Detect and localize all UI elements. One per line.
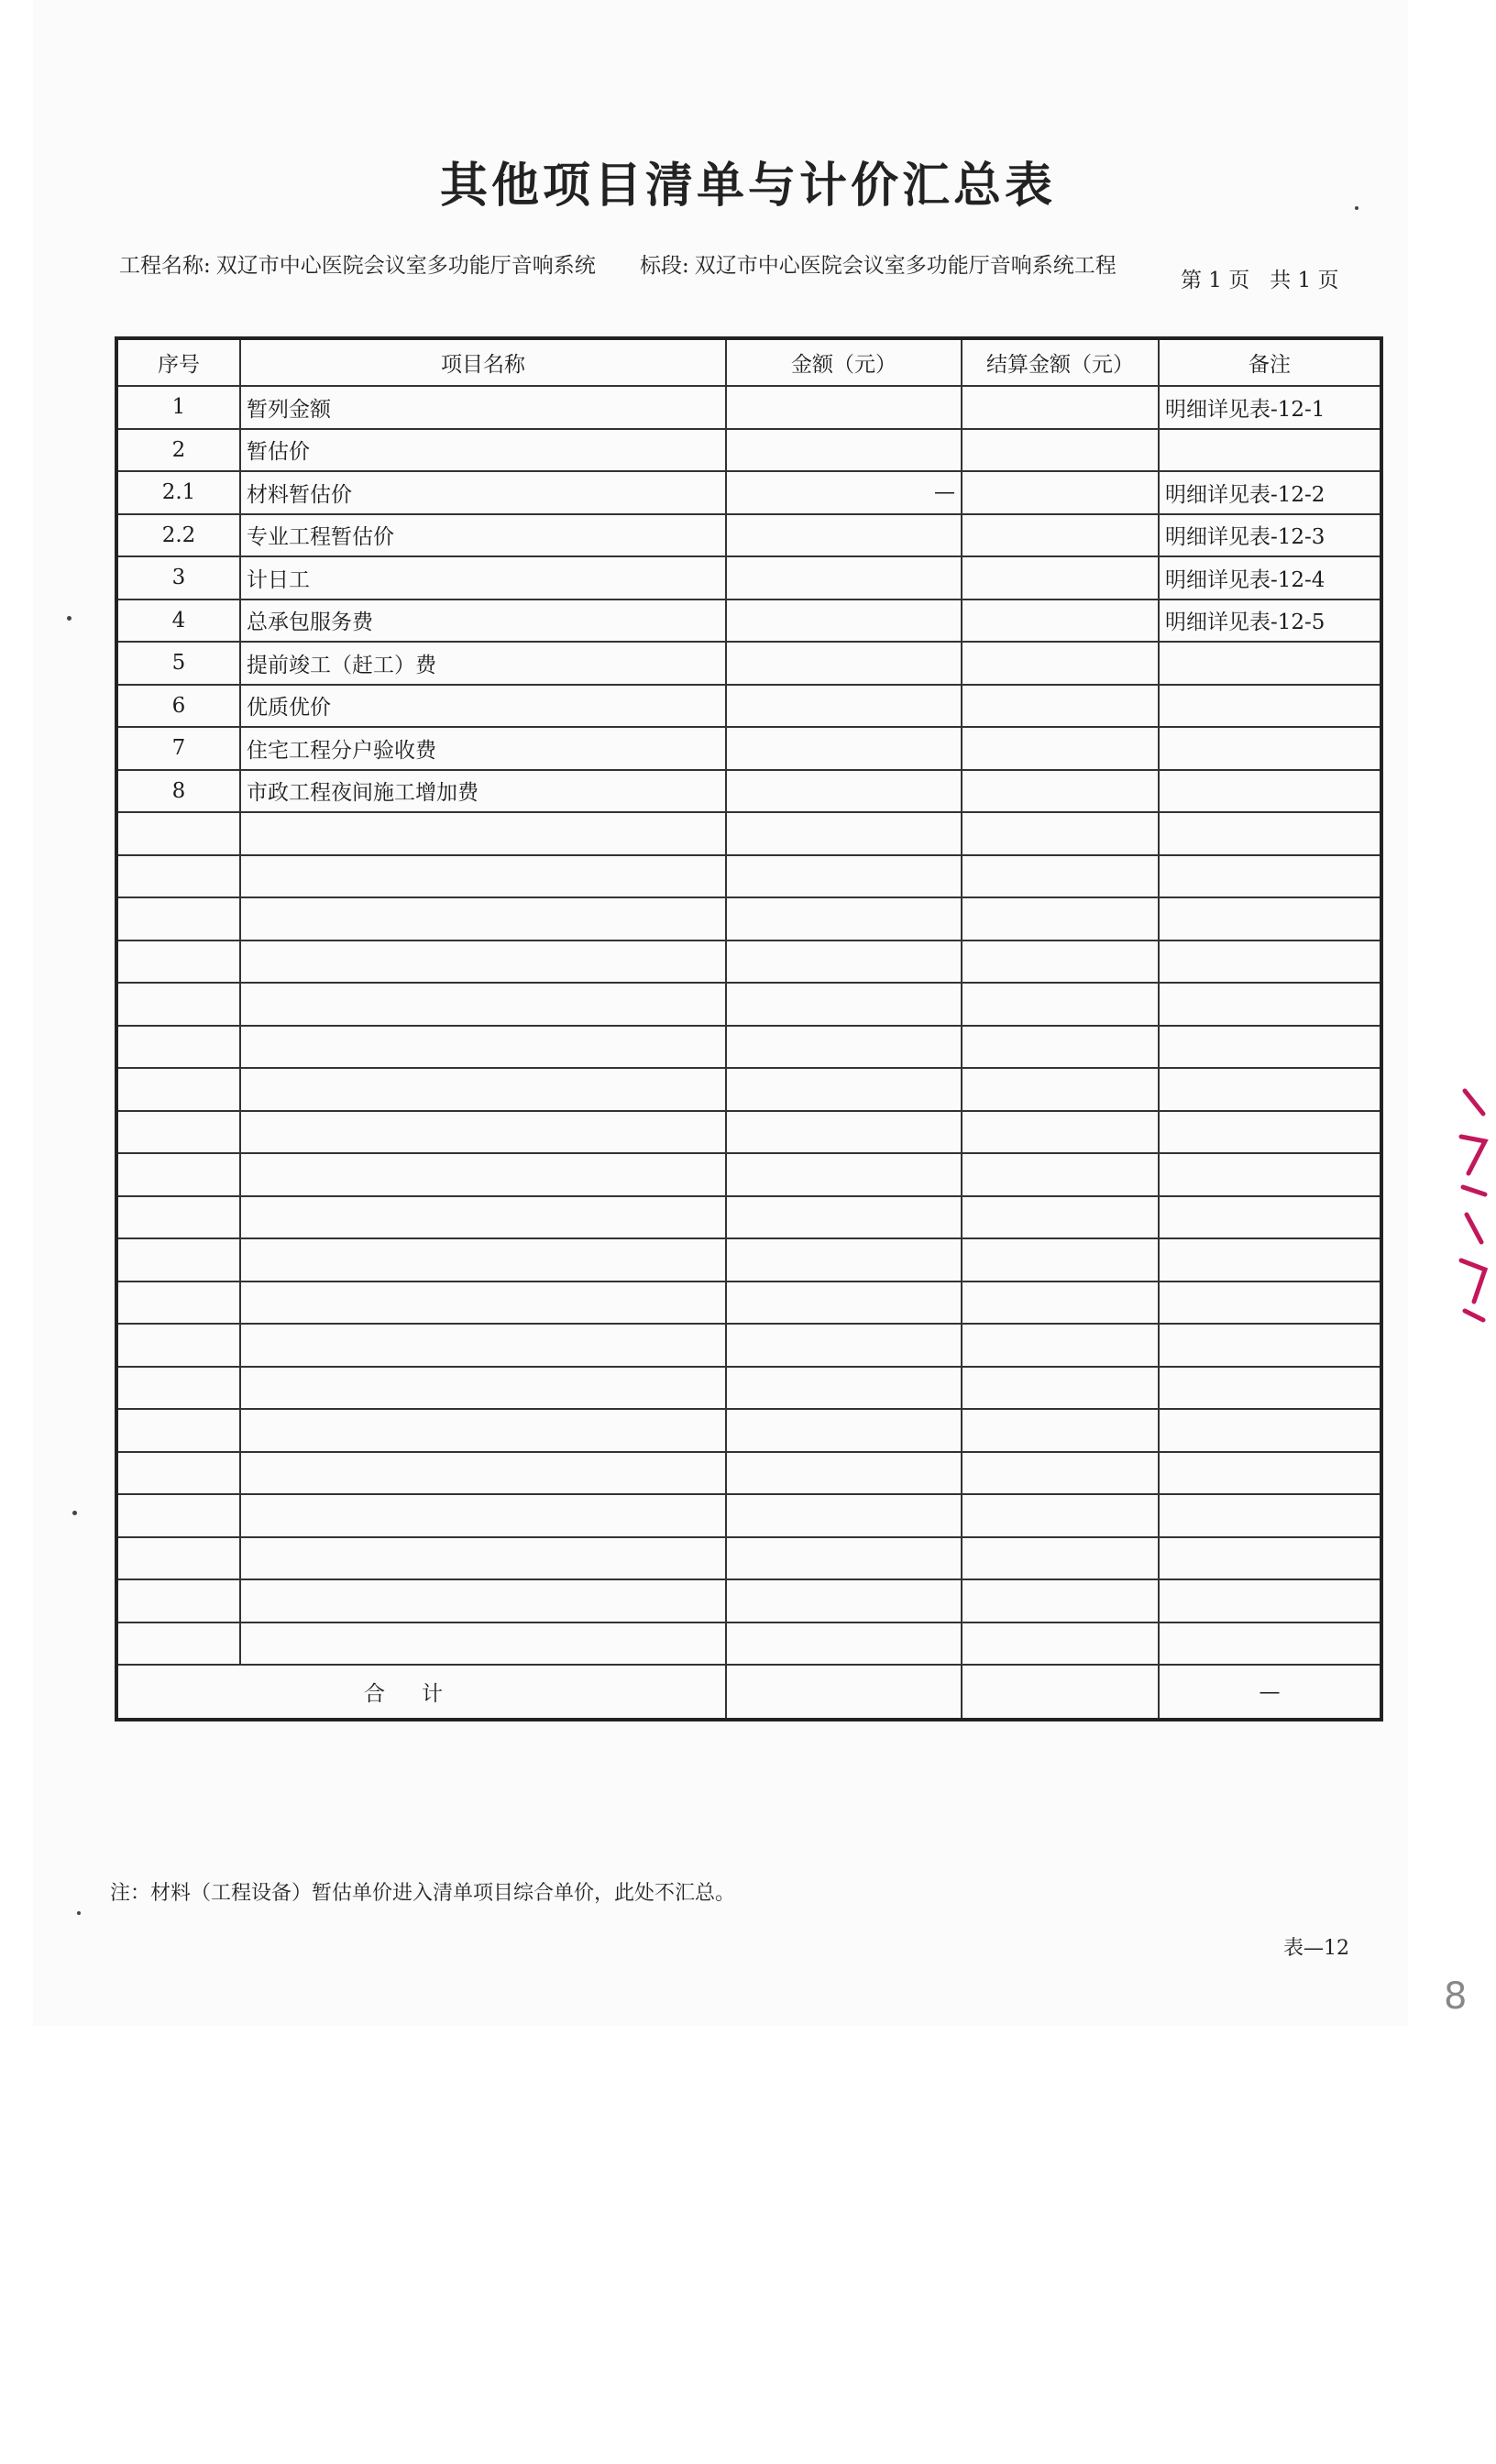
settlement-cell	[962, 386, 1159, 429]
table-row	[116, 1026, 1381, 1069]
amount-cell: —	[726, 471, 962, 514]
row-number	[116, 897, 240, 940]
item-name	[240, 1196, 726, 1239]
settlement-cell	[962, 1026, 1159, 1069]
item-name	[240, 1622, 726, 1666]
table-row	[116, 600, 1381, 643]
row-number: 4	[116, 600, 240, 643]
handwritten-page-number: 8	[1444, 1975, 1468, 2018]
col-header-amount: 金额（元）	[726, 338, 962, 386]
scan-speck	[72, 1511, 77, 1515]
item-name: 材料暂估价	[240, 471, 726, 514]
remark-cell	[1159, 1111, 1381, 1154]
item-name	[240, 1068, 726, 1111]
settlement-cell	[962, 1111, 1159, 1154]
table-row	[116, 770, 1381, 813]
amount-cell	[726, 1579, 962, 1622]
project-name-value: 双辽市中心医院会议室多功能厅音响系统	[215, 254, 596, 278]
item-name	[240, 1026, 726, 1069]
item-name: 市政工程夜间施工增加费	[240, 770, 726, 813]
amount-cell	[726, 983, 962, 1026]
row-number	[116, 1324, 240, 1367]
row-number	[116, 1494, 240, 1537]
total-label: 合计	[116, 1665, 726, 1720]
table-row	[116, 1537, 1381, 1580]
item-name	[240, 1409, 726, 1452]
row-number	[116, 812, 240, 855]
amount-cell	[726, 1409, 962, 1452]
table-row	[116, 812, 1381, 855]
amount-cell	[726, 685, 962, 728]
item-name	[240, 812, 726, 855]
table-row	[116, 1153, 1381, 1196]
table-row	[116, 429, 1381, 472]
summary-table	[115, 336, 1383, 1722]
form-number: 表—12	[1283, 1937, 1349, 1960]
table-row	[116, 1282, 1381, 1325]
row-number	[116, 1282, 240, 1325]
amount-cell	[726, 1622, 962, 1666]
remark-cell	[1159, 1068, 1381, 1111]
item-name: 住宅工程分户验收费	[240, 727, 726, 770]
item-name: 计日工	[240, 556, 726, 600]
item-name	[240, 1153, 726, 1196]
row-number: 1	[116, 386, 240, 429]
amount-cell	[726, 812, 962, 855]
amount-cell	[726, 897, 962, 940]
amount-cell	[726, 514, 962, 557]
row-number: 2	[116, 429, 240, 472]
amount-cell	[726, 1324, 962, 1367]
item-name: 专业工程暂估价	[240, 514, 726, 557]
col-header-name: 项目名称	[240, 338, 726, 386]
row-number	[116, 855, 240, 898]
settlement-cell	[962, 1196, 1159, 1239]
amount-cell	[726, 940, 962, 984]
settlement-cell	[962, 1452, 1159, 1495]
section-label: 标段:	[640, 254, 689, 278]
remark-cell	[1159, 983, 1381, 1026]
settlement-cell	[962, 429, 1159, 472]
row-number	[116, 1068, 240, 1111]
row-number: 2.1	[116, 471, 240, 514]
item-name	[240, 1537, 726, 1580]
row-number	[116, 1409, 240, 1452]
remark-cell	[1159, 685, 1381, 728]
row-number: 2.2	[116, 514, 240, 557]
total-amount	[726, 1665, 962, 1720]
settlement-cell	[962, 556, 1159, 600]
amount-cell	[726, 386, 962, 429]
row-number	[116, 1622, 240, 1666]
table-row	[116, 1324, 1381, 1367]
remark-cell: 明细详见表-12-4	[1159, 556, 1381, 600]
settlement-cell	[962, 812, 1159, 855]
table-row	[116, 386, 1381, 429]
col-header-no: 序号	[116, 338, 240, 386]
col-header-remark: 备注	[1159, 338, 1381, 386]
remark-cell	[1159, 1026, 1381, 1069]
row-number	[116, 983, 240, 1026]
scan-speck	[77, 1911, 81, 1915]
remark-cell	[1159, 1409, 1381, 1452]
table-row	[116, 1068, 1381, 1111]
table-row	[116, 471, 1381, 514]
remark-cell	[1159, 1494, 1381, 1537]
remark-cell	[1159, 812, 1381, 855]
row-number	[116, 1153, 240, 1196]
row-number	[116, 1537, 240, 1580]
remark-cell	[1159, 429, 1381, 472]
settlement-cell	[962, 940, 1159, 984]
amount-cell	[726, 600, 962, 643]
settlement-cell	[962, 1409, 1159, 1452]
table-row	[116, 514, 1381, 557]
table-row	[116, 1622, 1381, 1666]
remark-cell	[1159, 770, 1381, 813]
page-info: 第 1 页 共 1 页	[1181, 269, 1339, 292]
remark-cell	[1159, 855, 1381, 898]
remark-cell	[1159, 1622, 1381, 1666]
settlement-cell	[962, 1238, 1159, 1282]
item-name	[240, 1111, 726, 1154]
remark-cell	[1159, 1579, 1381, 1622]
table-row	[116, 1409, 1381, 1452]
item-name	[240, 1324, 726, 1367]
table-row	[116, 727, 1381, 770]
amount-cell	[726, 1153, 962, 1196]
item-name: 提前竣工（赶工）费	[240, 642, 726, 685]
settlement-cell	[962, 1367, 1159, 1410]
item-name: 暂列金额	[240, 386, 726, 429]
scan-speck	[1355, 206, 1358, 210]
table-row	[116, 897, 1381, 940]
amount-cell	[726, 1537, 962, 1580]
row-number	[116, 1238, 240, 1282]
table-row	[116, 642, 1381, 685]
table-row	[116, 1494, 1381, 1537]
remark-cell	[1159, 1282, 1381, 1325]
red-stamp-fragment	[1458, 1086, 1490, 1325]
row-number	[116, 1367, 240, 1410]
settlement-cell	[962, 1579, 1159, 1622]
remark-cell	[1159, 940, 1381, 984]
scan-speck	[67, 616, 72, 621]
remark-cell: 明细详见表-12-1	[1159, 386, 1381, 429]
remark-cell	[1159, 1324, 1381, 1367]
amount-cell	[726, 1068, 962, 1111]
settlement-cell	[962, 1324, 1159, 1367]
total-row	[116, 1665, 1381, 1720]
remark-cell: 明细详见表-12-3	[1159, 514, 1381, 557]
table-row	[116, 1238, 1381, 1282]
project-name-field	[119, 254, 632, 278]
row-number: 3	[116, 556, 240, 600]
item-name	[240, 940, 726, 984]
settlement-cell	[962, 642, 1159, 685]
item-name: 暂估价	[240, 429, 726, 472]
table-header-row	[116, 338, 1381, 386]
table-row	[116, 1111, 1381, 1154]
row-number: 6	[116, 685, 240, 728]
section-value: 双辽市中心医院会议室多功能厅音响系统工程	[694, 254, 1116, 278]
settlement-cell	[962, 514, 1159, 557]
remark-cell: 明细详见表-12-5	[1159, 600, 1381, 643]
amount-cell	[726, 1452, 962, 1495]
amount-cell	[726, 770, 962, 813]
amount-cell	[726, 1111, 962, 1154]
remark-cell	[1159, 1196, 1381, 1239]
row-number: 5	[116, 642, 240, 685]
col-header-settlement: 结算金额（元）	[962, 338, 1159, 386]
item-name	[240, 1367, 726, 1410]
amount-cell	[726, 855, 962, 898]
remark-cell	[1159, 1367, 1381, 1410]
remark-cell	[1159, 897, 1381, 940]
settlement-cell	[962, 600, 1159, 643]
row-number	[116, 1196, 240, 1239]
table-row	[116, 940, 1381, 984]
settlement-cell	[962, 1537, 1159, 1580]
item-name: 优质优价	[240, 685, 726, 728]
table-row	[116, 685, 1381, 728]
settlement-cell	[962, 685, 1159, 728]
remark-cell	[1159, 1238, 1381, 1282]
amount-cell	[726, 1367, 962, 1410]
table-row	[116, 1196, 1381, 1239]
row-number	[116, 1026, 240, 1069]
settlement-cell	[962, 471, 1159, 514]
amount-cell	[726, 556, 962, 600]
amount-cell	[726, 1282, 962, 1325]
settlement-cell	[962, 727, 1159, 770]
project-name-label: 工程名称:	[119, 254, 211, 278]
settlement-cell	[962, 1282, 1159, 1325]
amount-cell	[726, 642, 962, 685]
settlement-cell	[962, 1068, 1159, 1111]
table-row	[116, 983, 1381, 1026]
settlement-cell	[962, 1622, 1159, 1666]
amount-cell	[726, 727, 962, 770]
item-name	[240, 855, 726, 898]
settlement-cell	[962, 770, 1159, 813]
settlement-cell	[962, 897, 1159, 940]
row-number: 8	[116, 770, 240, 813]
settlement-cell	[962, 983, 1159, 1026]
remark-cell: 明细详见表-12-2	[1159, 471, 1381, 514]
amount-cell	[726, 1196, 962, 1239]
remark-cell	[1159, 1537, 1381, 1580]
table-row	[116, 855, 1381, 898]
table-row	[116, 1367, 1381, 1410]
row-number: 7	[116, 727, 240, 770]
amount-cell	[726, 1494, 962, 1537]
row-number	[116, 940, 240, 984]
settlement-cell	[962, 1494, 1159, 1537]
item-name	[240, 1452, 726, 1495]
remark-cell	[1159, 727, 1381, 770]
table-row	[116, 1579, 1381, 1622]
settlement-cell	[962, 855, 1159, 898]
remark-cell	[1159, 1153, 1381, 1196]
amount-cell	[726, 429, 962, 472]
footnote: 注：材料（工程设备）暂估单价进入清单项目综合单价，此处不汇总。	[110, 1882, 736, 1905]
item-name	[240, 1282, 726, 1325]
remark-cell	[1159, 642, 1381, 685]
item-name	[240, 1494, 726, 1537]
settlement-cell	[962, 1153, 1159, 1196]
total-remark: —	[1159, 1665, 1381, 1720]
table-row	[116, 556, 1381, 600]
table-row	[116, 1452, 1381, 1495]
item-name	[240, 897, 726, 940]
total-settlement	[962, 1665, 1159, 1720]
row-number	[116, 1452, 240, 1495]
remark-cell	[1159, 1452, 1381, 1495]
amount-cell	[726, 1026, 962, 1069]
row-number	[116, 1111, 240, 1154]
page-title: 其他项目清单与计价汇总表	[439, 158, 1056, 214]
item-name	[240, 983, 726, 1026]
row-number	[116, 1579, 240, 1622]
item-name	[240, 1238, 726, 1282]
section-field	[640, 254, 1153, 278]
item-name: 总承包服务费	[240, 600, 726, 643]
item-name	[240, 1579, 726, 1622]
amount-cell	[726, 1238, 962, 1282]
